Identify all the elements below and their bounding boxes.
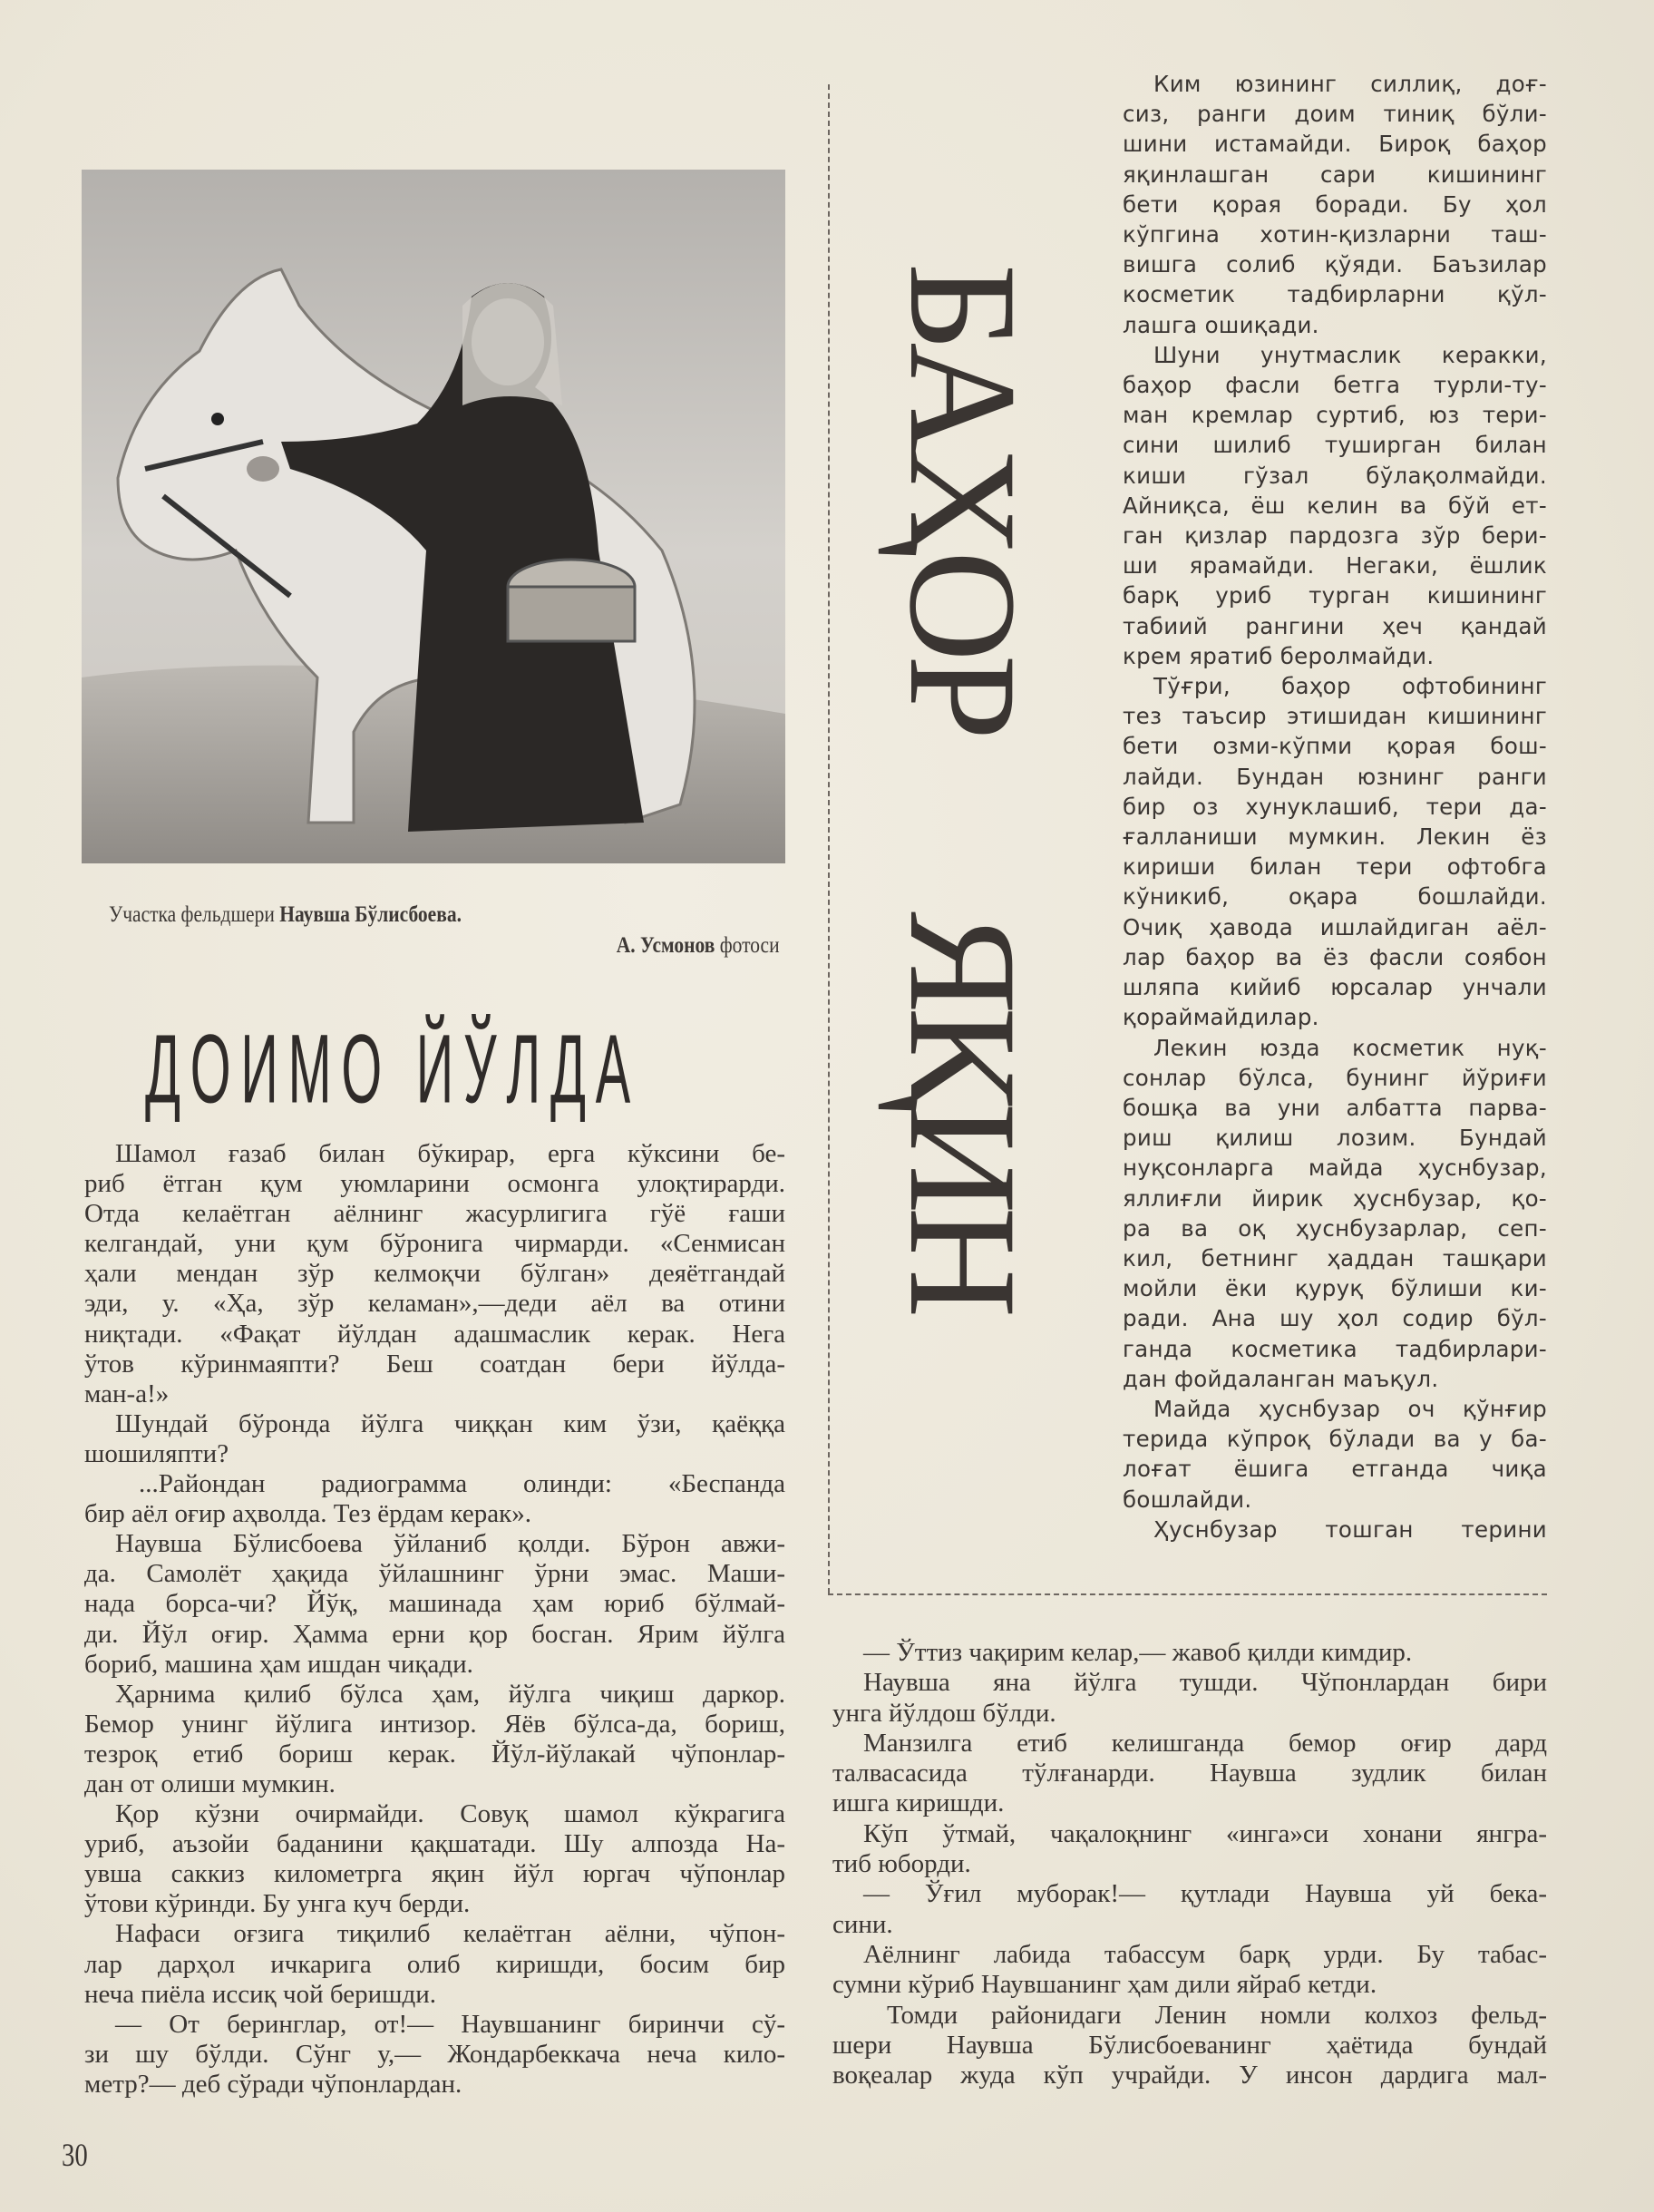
text-line: баҳор фасли бетга турли-ту- xyxy=(1123,372,1547,399)
text-line: нуқсонларга майда ҳуснбузар, xyxy=(1123,1155,1547,1182)
text-line: Бемор унинг йўлига интизор. Яёв бўлса-да, бориш, xyxy=(84,1709,785,1739)
text-line: ра ва оқ ҳуснбузарлар, сеп- xyxy=(1123,1214,1547,1242)
right-text-column xyxy=(1123,69,1547,1545)
text-line: Айниқса, ёш келин ва бўй ет- xyxy=(1123,492,1547,519)
text-line: кил, бетнинг ҳаддан ташқари xyxy=(1123,1244,1547,1272)
side-title-word-1: БАҲОР xyxy=(878,263,1048,734)
text-line: Ҳарнима қилиб бўлса ҳам, йўлга чиқиш даркор. xyxy=(115,1679,785,1709)
text-line: ган қизлар пардозга зўр бери- xyxy=(1123,522,1547,550)
text-line: шляпа кийиб юрсалар унчали xyxy=(1123,974,1547,1001)
text-line: лашга ошиқади. xyxy=(1123,311,1319,338)
text-line: ради. Ана шу ҳол содир бўл- xyxy=(1123,1305,1547,1332)
side-title-word-2: ЯҚИН xyxy=(878,911,1048,1311)
text-line: метр?— деб сўради чўпонлардан. xyxy=(84,2069,462,2099)
text-line: увша саккиз километрга яқин йўл юргач чўпонлар xyxy=(84,1859,785,1889)
text-line: сумни кўриб Наувшанинг ҳам дили яйраб кетди. xyxy=(832,1970,1377,2000)
text-line: Ким юзининг силлиқ, доғ- xyxy=(1153,71,1547,97)
bottom-text-column xyxy=(832,1638,1547,2090)
text-line: Нафаси оғзига тиқилиб келаётган аёлни, чўпон- xyxy=(115,1919,785,1949)
text-line: Тўғри, баҳор офтобининг xyxy=(1153,673,1547,700)
text-line: дан фойдаланган маъқул. xyxy=(1123,1365,1439,1392)
text-line: кириши билан тери офтобга xyxy=(1123,853,1547,881)
text-line: шошиляпти? xyxy=(84,1438,229,1468)
text-line: Манзилга етиб келишганда бемор оғир дард xyxy=(863,1728,1547,1758)
text-line: — От беринглар, от!— Наувшанинг биринчи сў- xyxy=(115,2009,785,2039)
text-line: киши гўзал бўлақолмайди. xyxy=(1123,462,1547,489)
text-line: нада борса-чи? Йўқ, машинада ҳам юриб бўлмай- xyxy=(84,1589,785,1619)
text-line: Шамол ғазаб билан бўкирар, ерга кўксини бе- xyxy=(115,1139,785,1168)
text-line: сиз, ранги доим тиниқ бўли- xyxy=(1123,101,1547,128)
text-line: талвасасида тўлғанарди. Наувша зудлик билан xyxy=(832,1759,1547,1788)
photo-nurse-with-horse xyxy=(82,170,785,863)
text-line: ўтови кўринди. Бу унга куч берди. xyxy=(84,1889,471,1919)
text-line: бир аёл оғир аҳволда. Тез ёрдам керак». xyxy=(84,1499,531,1529)
text-line: ди. Йўл оғир. Ҳамма ерни қор босган. Ярим йўлга xyxy=(84,1619,785,1649)
text-line: — Ўғил муборак!— қутлади Наувша уй бека- xyxy=(863,1879,1547,1909)
text-line: косметик тадбирларни қўл- xyxy=(1123,281,1547,308)
text-line: риб ётган қум уюмларини осмонга улоқтирарди. xyxy=(84,1169,785,1199)
text-line: — Ўттиз чақирим келар,— жавоб қилди кимдир. xyxy=(863,1638,1413,1667)
text-line: унга йўлдош бўлди. xyxy=(832,1698,1056,1728)
text-line: дан от олиши мумкин. xyxy=(84,1769,336,1798)
text-line: ҳали мендан зўр келмоқчи бўлган» деяётгандай xyxy=(84,1259,785,1289)
text-line: яқинлашган сари кишининг xyxy=(1123,161,1547,188)
text-line: терида кўпроқ бўлади ва у ба- xyxy=(1123,1426,1547,1453)
text-line: қораймайдилар. xyxy=(1123,1004,1319,1031)
caption-name: Наувша Бўлисбоева. xyxy=(279,902,462,927)
photo-credit-name: А. Усмонов xyxy=(616,933,715,958)
text-line: ғалланиши мумкин. Лекин ёз xyxy=(1123,823,1547,851)
text-line: ишга киришди. xyxy=(832,1788,1005,1818)
text-line: вишга солиб қўяди. Баъзилар xyxy=(1123,251,1547,278)
text-line: ман-а!» xyxy=(84,1379,170,1408)
column-divider-horizontal xyxy=(828,1593,1547,1595)
article-title: ДОИМО ЙЎЛДА xyxy=(145,1015,641,1124)
page-number: 30 xyxy=(62,2137,88,2173)
text-line: Шундай бўронда йўлга чиққан ким ўзи, қаёққа xyxy=(115,1408,785,1438)
text-line: Отда келаётган аёлнинг жасурлигига гўё ғаши xyxy=(84,1199,785,1229)
text-line: шери Наувша Бўлисбоеванинг ҳаётида бундай xyxy=(832,2030,1547,2060)
text-line: ниқтади. «Фақат йўлдан адашмаслик керак. Нега xyxy=(84,1319,785,1349)
photo-credit-suffix: фотоси xyxy=(715,933,780,958)
text-line: тезроқ етиб бориш керак. Йўл-йўлакай чўпонлар- xyxy=(84,1739,785,1769)
text-line: кўникиб, оқара бошлайди. xyxy=(1123,883,1547,911)
text-line: ман кремлар суртиб, юз тери- xyxy=(1123,402,1547,429)
text-line: Шуни унутмаслик керакки, xyxy=(1153,341,1547,368)
text-line: шини истамайди. Бироқ баҳор xyxy=(1123,131,1547,158)
text-line: бошлайди. xyxy=(1123,1486,1252,1513)
text-line: крем яратиб беролмайди. xyxy=(1123,642,1435,669)
text-line: Аёлнинг лабида табассум барқ урди. Бу табас- xyxy=(863,1939,1547,1969)
text-line: кўпгина хотин-қизларни таш- xyxy=(1123,221,1547,248)
text-line: риш қилиш лозим. Бундай xyxy=(1123,1125,1547,1152)
text-line: бети қорая боради. Бу ҳол xyxy=(1123,190,1547,218)
photo-caption xyxy=(109,902,780,959)
text-line: Майда ҳуснбузар оч қўнғир xyxy=(1153,1395,1547,1422)
text-line: келгандай, уни қум бўронига чирмарди. «Сенмисан xyxy=(84,1229,785,1259)
text-line: неча пиёла иссиқ чой беришди. xyxy=(84,1979,436,2009)
text-line: Лекин юзда косметик нуқ- xyxy=(1153,1034,1547,1061)
text-line: ганда косметика тадбирлари- xyxy=(1123,1335,1547,1362)
text-line: яллиғли йирик ҳуснбузар, қо- xyxy=(1123,1184,1547,1212)
text-line: бир оз хунуклашиб, тери да- xyxy=(1123,793,1547,820)
text-line: лоғат ёшига етганда чиқа xyxy=(1123,1456,1547,1483)
text-line: сини шилиб туширган билан xyxy=(1123,432,1547,459)
text-line: лайди. Бундан юзнинг ранги xyxy=(1123,763,1547,790)
text-line: табиий рангини ҳеч қандай xyxy=(1123,612,1547,639)
column-divider-vertical xyxy=(828,84,830,1593)
text-line: эди, у. «Ҳа, зўр келаман»,—деди аёл ва отини xyxy=(84,1289,785,1319)
text-line: тез таъсир этишидан кишининг xyxy=(1123,703,1547,730)
text-line: бети озми-кўпми қорая бош- xyxy=(1123,733,1547,760)
text-line: воқеалар жуда кўп учрайди. У инсон дардига мал- xyxy=(832,2061,1547,2090)
text-line: Қор кўзни очирмайди. Совуқ шамол кўкрагига xyxy=(115,1799,785,1829)
text-line: лар баҳор ва ёз фасли соябон xyxy=(1123,943,1547,970)
text-line: лар дарҳол ичкарига олиб киришди, босим бир xyxy=(84,1949,785,1979)
text-line: сини. xyxy=(832,1909,893,1939)
text-line: да. Самолёт ҳақида ўйлашнинг ўрни эмас. Маши- xyxy=(84,1559,785,1589)
caption-prefix: Участка фельдшери xyxy=(109,902,280,927)
text-line: Ҳуснбузар тошган терини xyxy=(1153,1515,1547,1543)
text-line: Очиқ ҳавода ишлайдиган аёл- xyxy=(1123,913,1547,940)
text-line: барқ уриб турган кишининг xyxy=(1123,582,1547,609)
text-line: уриб, аъзойи баданини қақшатади. Шу алпозда На- xyxy=(84,1829,785,1859)
text-line: сонлар бўлса, бунинг йўриғи xyxy=(1123,1064,1547,1091)
text-line: Наувша Бўлисбоева ўйланиб қолди. Бўрон авжи- xyxy=(115,1529,785,1559)
text-line: Томди районидаги Ленин номли колхоз фельд- xyxy=(887,2000,1547,2030)
text-line: Наувша яна йўлга тушди. Чўпонлардан бири xyxy=(863,1668,1547,1698)
text-line: ...Райондан радиограмма олинди: «Беспанда xyxy=(139,1469,785,1499)
text-line: Кўп ўтмай, чақалоқнинг «инга»си хонани янгра- xyxy=(863,1818,1547,1848)
text-line: ши ярамайди. Негаки, ёшлик xyxy=(1123,552,1547,580)
text-line: ўтов кўринмаяпти? Беш соатдан бери йўлда- xyxy=(84,1349,785,1379)
left-text-column xyxy=(84,1139,785,2100)
text-line: зи шу бўлди. Сўнг у,— Жондарбеккача неча кило- xyxy=(84,2039,785,2069)
text-line: бориб, машина ҳам ишдан чиқади. xyxy=(84,1649,473,1679)
text-line: тиб юборди. xyxy=(832,1849,971,1879)
text-line: мойли ёки қуруқ бўлиши ки- xyxy=(1123,1275,1547,1302)
text-line: бошқа ва уни албатта парва- xyxy=(1123,1094,1547,1121)
